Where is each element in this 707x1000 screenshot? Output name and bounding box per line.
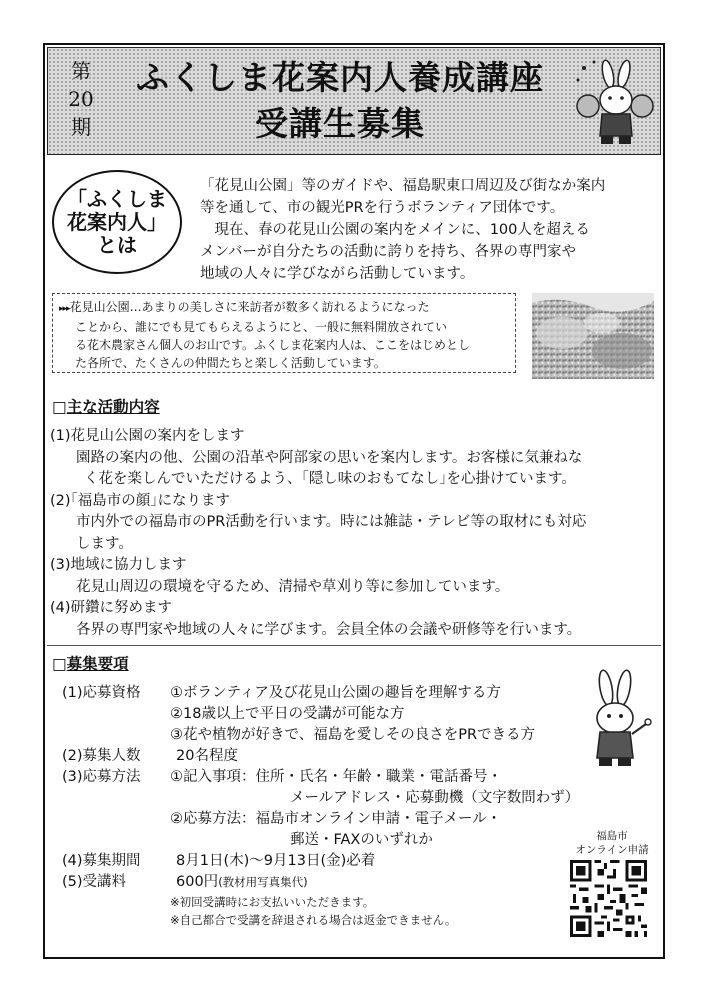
period-value: 8月1日(木)～9月13日(金)必着 [176, 853, 376, 869]
qualification-item: ②18歳以上で平日の受講が可能な方 [170, 706, 405, 722]
activity-detail: 各界の専門家や地域の人々に学びます。会員全体の会議や研修等を行います。 [76, 621, 582, 638]
number-value: 20名程度 [176, 748, 238, 764]
intro-line: 地域の人々に学びながら活動しています。 [200, 266, 475, 282]
activities-title: 主な活動内容 [66, 398, 160, 416]
hanamiyama-photo [532, 293, 654, 379]
fee-note: (教材用写真集代) [218, 875, 308, 889]
qualification-item: ③花や植物が好きで、福島を愛しその良さをPRできる方 [170, 727, 536, 743]
recruit-heading [52, 652, 129, 674]
recruit-title: 募集要項 [66, 655, 129, 673]
method-item: メールアドレス・応募動機（文字数問わず） [290, 790, 580, 806]
intro-text [200, 175, 655, 285]
activities-list [50, 426, 662, 641]
intro-circle [52, 170, 182, 274]
page-title: ふくしま花案内人養成講座 [136, 58, 544, 97]
activity-heading: (4)研鑽に努めます [50, 600, 173, 616]
note-line: 花見山公園…あまりの美しさに来訪者が数多く訪れるようになった [69, 300, 430, 314]
activity-detail: 花見山周辺の環境を守るため、清掃や草刈り等に参加しています。 [76, 578, 510, 595]
intro-circle-line: 花案内人」 [67, 209, 167, 234]
activity-detail: 市内外での福島市のPR活動を行います。時には雑誌・テレビ等の取材にも対応 [76, 514, 587, 530]
fee-footnote: ※自己都合で受講を辞退される場合は返金できません。 [170, 913, 457, 927]
intro-line: 等を通して、市の観光PRを行うボランティア団体です。 [200, 200, 565, 216]
rabbit-mascot-icon [570, 668, 662, 768]
recruit-details [62, 683, 582, 929]
intro-circle-line: 「ふくしま [67, 186, 167, 211]
note-bullet-icon: ▸▸▸ [59, 304, 70, 314]
intro-line: 現在、春の花見山公園の案内をメインに、100人を超える [200, 222, 590, 238]
qr-code-icon[interactable] [570, 860, 647, 937]
checkbox-square-icon: □ [52, 655, 67, 673]
hanamiyama-note [52, 293, 516, 373]
activity-detail: く花を楽しんでいただけるよう、｢隠し味のおもてなし｣を心掛けています。 [84, 471, 576, 487]
activity-detail: します。 [76, 535, 133, 552]
edition-number: 20 [68, 87, 94, 111]
qr-label-line: オンライン申請 [575, 844, 649, 856]
note-line: た各所で、たくさんの仲間たちと楽しく活動しています。 [75, 356, 386, 370]
fee-value: 600円 [176, 874, 219, 890]
activity-detail: 園路の案内の他、公園の沿革や阿部家の思いを案内します。お客様に気兼ねな [76, 449, 583, 466]
edition-label [66, 57, 96, 141]
activity-heading: (1)花見山公園の案内をします [50, 428, 245, 444]
rabbit-mascot-icon [574, 58, 656, 150]
method-item: 郵送・FAXのいずれか [290, 832, 433, 848]
qr-label-line: 福島市 [596, 830, 628, 842]
checkbox-square-icon: □ [52, 398, 67, 416]
fee-footnote: ※初回受講時にお支払いいただきます。 [170, 895, 375, 909]
activity-heading: (2)｢福島市の顔｣になります [50, 492, 231, 509]
section-divider [47, 645, 661, 646]
intro-line: 「花見山公園」等のガイドや、福島駅東口周辺及び街なか案内 [200, 178, 606, 194]
method-label: (3)応募方法 [62, 769, 141, 785]
fee-label: (5)受講料 [62, 874, 127, 890]
intro-circle-line: とは [97, 232, 137, 257]
activity-heading: (3)地域に協力します [50, 557, 187, 573]
qualification-item: ①ボランティア及び花見山公園の趣旨を理解する方 [170, 685, 501, 701]
note-line: ことから、誰にでも見てもらえるようにと、一般に無料開放されてい [75, 320, 448, 334]
period-label: (4)募集期間 [62, 853, 141, 869]
activities-heading [52, 395, 160, 417]
method-item: ①記入事項：住所・氏名・年齢・職業・電話番号・ [170, 769, 502, 785]
intro-line: メンバーが自分たちの活動に誇りを持ち、各界の専門家や [200, 244, 576, 260]
page-subtitle: 受講生募集 [255, 104, 425, 143]
edition-ki: 期 [71, 115, 91, 139]
qualification-label: (1)応募資格 [62, 685, 141, 701]
note-line: る花木農家さん個人のお山です。ふくしま花案内人は、ここをはじめとし [75, 338, 471, 352]
qr-label [567, 829, 657, 857]
number-label: (2)募集人数 [62, 748, 141, 764]
method-item: ②応募方法：福島市オンライン申請・電子メール・ [170, 811, 502, 827]
edition-dai: 第 [71, 59, 91, 83]
